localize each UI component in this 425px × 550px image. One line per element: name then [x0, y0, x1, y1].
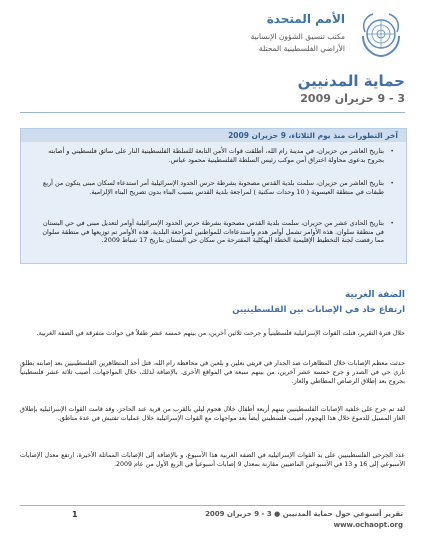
sub-heading: ارتفاع حاد في الإصابات بين الفلسطينيين — [232, 305, 405, 315]
highlights-box — [20, 128, 407, 264]
body-paragraph: عدد الجرحى الفلسطينيين على يد القوات الإسرائيلية في الضفة الغربية هذا الأسبوع، و بالإضافة إلى الإصابات المماثلة الأخيرة، ارتفع معدل الإصابات الأسبوعي إلى 16 و 13 في الأسبوعين الماضيين مقارنة بمعدل 9 إصابات أسبوعياً في الربع الأول من عام 2009. — [20, 452, 405, 468]
highlight-bullet: بتاريخ الحادي عشر من حزيران، سلمت بلدية القدس مصحوبة بشرطة حرس الحدود الإسرائيلية أوامر لتعديل مبنى في حي البستان في منطقة سلوان. هذه الأوامر تشمل أوامر هدم واستدعاءات للمواطنين لمراجعة البلدية. هذه الأوامر تم توزيعها في منطقة سلوان مما رفضت لجنة التخطيط الإقليمية الخطة الهيكلية المقترحة من سكان حي البستان بتاريخ 17 شباط 2009. • — [35, 219, 384, 245]
section-heading: الضفة الغربية — [344, 290, 405, 300]
body-paragraph: خلال فترة التقرير، قتلت القوات الإسرائيلية فلسطينياً و جرحت ثلاثين آخرين، من بينهم خمسة عشر طفلاً في حوادث متفرقة في الضفة الغربية. — [36, 330, 405, 337]
highlight-bullet: بتاريخ العاشر من حزيران، في مدينة رام الله، أطلقت قوات الأمن التابعة للسلطة الفلسطينية النار على سائق فلسطيني و أصابته بجروح بدعوى محاولة اختراق أمن موكب رئيس السلطة الفلسطينية محمود عباس. • — [35, 147, 384, 164]
highlight-bullet: بتاريخ العاشر من حزيران، سلمت بلدية القدس مصحوبة بشرطة حرس الحدود الإسرائيلية أمر استدعاء لسكان مبنى يتكون من أربع طبقات في منطقة العيسوية ( 10 وحدات سكنية ) لمراجعة بلدية القدس بسبب البناء بدون تصريح البناء الإلزامية. • — [35, 179, 384, 196]
document-date: 3 - 9 حزيران 2009 — [300, 92, 405, 105]
highlights-heading: آخر التطورات منذ يوم الثلاثاء، 9 حزيران 2009 — [21, 129, 406, 142]
body-paragraph: لقد تم جرح على خلفية الإصابات الفلسطينيين بينهم أربعة أطفال خلال هجوم ليلي بالقرب من قرية عند الحاجز. وقد قامت القوات الإسرائيلية بإطلاق الغاز المسيل للدموع خلال هذا الهجوم، أصيب فلسطيني أيضاً بعد مواجهات مع القوات الإسرائيلية خلال عمليات تفتيش في عدة مناطق. — [20, 406, 405, 422]
org-subtitle: مكتب تنسيق الشؤون الإنسانية — [250, 32, 345, 41]
footer-url[interactable]: www.ochaopt.org — [333, 521, 403, 529]
org-region: الأراضي الفلسطينية المحتلة — [258, 44, 345, 53]
title-divider — [20, 112, 405, 113]
document-title: حماية المدنيين — [297, 72, 405, 90]
body-paragraph: حدثت معظم الإصابات خلال المظاهرات ضد الجدار في قريتي نعلين و بلعين في محافظة رام الله، قتل أحد المتظاهرين الفلسطينيين بعد إصابته بطلق ناري حي في الصدر و جرح خمسة عشر آخرين، من بينهم سبعة في المواقع الأخرى. بالإضافة لذلك، خلال المواجهات، أصيب ثلاثة عشر فلسطينياً بجروح بعد إطلاق الرصاص المطاطي والغاز. — [20, 360, 405, 385]
un-emblem-logo — [355, 8, 407, 60]
page-number: 1 — [72, 510, 78, 519]
org-name: الأمم المتحدة — [266, 12, 345, 26]
footer-title: تقرير أسبوعي حول حماية المدنيين ● 3 - 9 حزيران 2009 — [205, 510, 403, 518]
footer-divider — [20, 505, 405, 506]
